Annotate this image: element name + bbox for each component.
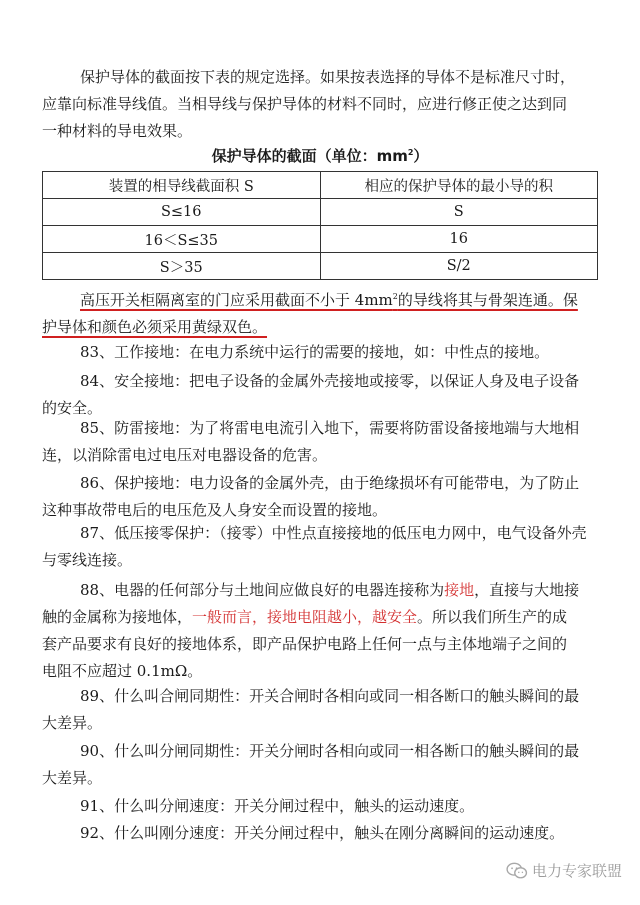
table-cell: S≤16: [43, 199, 321, 226]
highlight-text-b: 的导线将其与骨架连通。保: [397, 291, 578, 309]
item-88-text-b: ，直接与大地接: [474, 581, 580, 599]
item-83: [42, 339, 602, 366]
conductor-section-table: [42, 171, 598, 280]
intro-line-3: 一种材料的导电效果。: [42, 122, 193, 140]
table-cell: 16＜S≤35: [43, 226, 321, 253]
table-row: [43, 199, 598, 226]
intro-paragraph: [42, 64, 602, 145]
item-89: [42, 683, 602, 737]
table-row: [43, 253, 598, 280]
item-89-line-1: 89、什么叫合闸同期性：开关合闸时各相向或同一相各断口的触头瞬间的最: [80, 687, 580, 705]
highlight-text-a: 高压开关柜隔离室的门应采用截面不小于 4mm: [80, 291, 393, 309]
table-title-text: 保护导体的截面（单位：mm: [211, 147, 408, 165]
item-89-line-2: 大差异。: [42, 714, 103, 732]
item-88-red-term: 接地: [444, 581, 475, 599]
table-header-cell: 装置的相导线截面积 S: [43, 172, 321, 199]
item-88-line-3: 套产品要求有良好的接地体系，即产品保护电路上任何一点与主体地端子之间的: [42, 635, 568, 653]
table-cell: S/2: [320, 253, 598, 280]
item-85-line-2: 连，以消除雷电过电压对电器设备的危害。: [42, 446, 328, 464]
item-84-line-2: 的安全。: [42, 399, 103, 417]
table-cell: 16: [320, 226, 598, 253]
item-85-line-1: 85、防雷接地：为了将雷电电流引入地下，需要将防雷设备接地端与大地相: [80, 419, 580, 437]
table-row: [43, 226, 598, 253]
item-88-text-c: 触的金属称为接地体，: [42, 608, 193, 626]
item-88-text-d: 。所以我们所生产的成: [417, 608, 568, 626]
highlight-superscript: 2: [392, 292, 398, 301]
item-91-text: 91、什么叫分闸速度：开关分闸过程中，触头的运动速度。: [80, 797, 475, 815]
footer-watermark: [506, 860, 622, 881]
item-84: [42, 368, 602, 422]
item-86: [42, 470, 602, 524]
item-86-line-1: 86、保护接地：电力设备的金属外壳，由于绝缘损坏有可能带电，为了防止: [80, 474, 580, 492]
item-88-text-a: 88、电器的任何部分与土地间应做良好的电器连接称为: [80, 581, 445, 599]
table-cell: S＞35: [43, 253, 321, 280]
item-84-line-1: 84、安全接地：把电子设备的金属外壳接地或接零，以保证人身及电子设备: [80, 372, 580, 390]
table-header-row: [43, 172, 598, 199]
table-header-cell: 相应的保护导体的最小导的积: [320, 172, 598, 199]
item-87-line-2: 与零线连接。: [42, 551, 133, 569]
table-title-close: ）: [413, 147, 429, 165]
item-91: [42, 793, 602, 820]
table-title: [0, 145, 640, 166]
item-88: [42, 577, 602, 685]
intro-line-1: 保护导体的截面按下表的规定选择。如果按表选择的导体不是标准尺寸时，: [80, 68, 576, 86]
highlight-line-1: [42, 283, 602, 314]
item-83-text: 83、工作接地：在电力系统中运行的需要的接地，如：中性点的接地。: [80, 343, 550, 361]
table-title-superscript: 2: [407, 148, 414, 157]
highlight-paragraph: [42, 283, 602, 341]
item-92: [42, 820, 602, 847]
item-88-red-phrase: 一般而言，接地电阻越小，越安全: [192, 608, 418, 626]
item-86-line-2: 这种事故带电后的电压危及人身安全而设置的接地。: [42, 501, 388, 519]
item-90: [42, 738, 602, 792]
item-88-line-1: [42, 577, 602, 604]
item-88-line-4: 电阻不应超过 0.1mΩ。: [42, 662, 203, 680]
intro-line-2: 应靠向标准导线值。当相导线与保护导体的材料不同时，应进行修正使之达到同: [42, 95, 568, 113]
item-90-line-1: 90、什么叫分闸同期性：开关分闸时各相向或同一相各断口的触头瞬间的最: [80, 742, 580, 760]
footer-account-name: 电力专家联盟: [531, 862, 622, 880]
item-92-text: 92、什么叫刚分速度：开关分闸过程中，触头在刚分离瞬间的运动速度。: [80, 824, 565, 842]
item-88-line-2: [42, 604, 602, 631]
highlight-line-2: 护导体和颜色必须采用黄绿双色。: [42, 318, 268, 336]
item-90-line-2: 大差异。: [42, 769, 103, 787]
wechat-icon: [506, 862, 528, 880]
item-85: [42, 415, 602, 469]
item-87: [42, 520, 602, 574]
table-cell: S: [320, 199, 598, 226]
item-87-line-1: 87、低压接零保护：（接零）中性点直接接地的低压电力网中，电气设备外壳: [80, 524, 587, 542]
